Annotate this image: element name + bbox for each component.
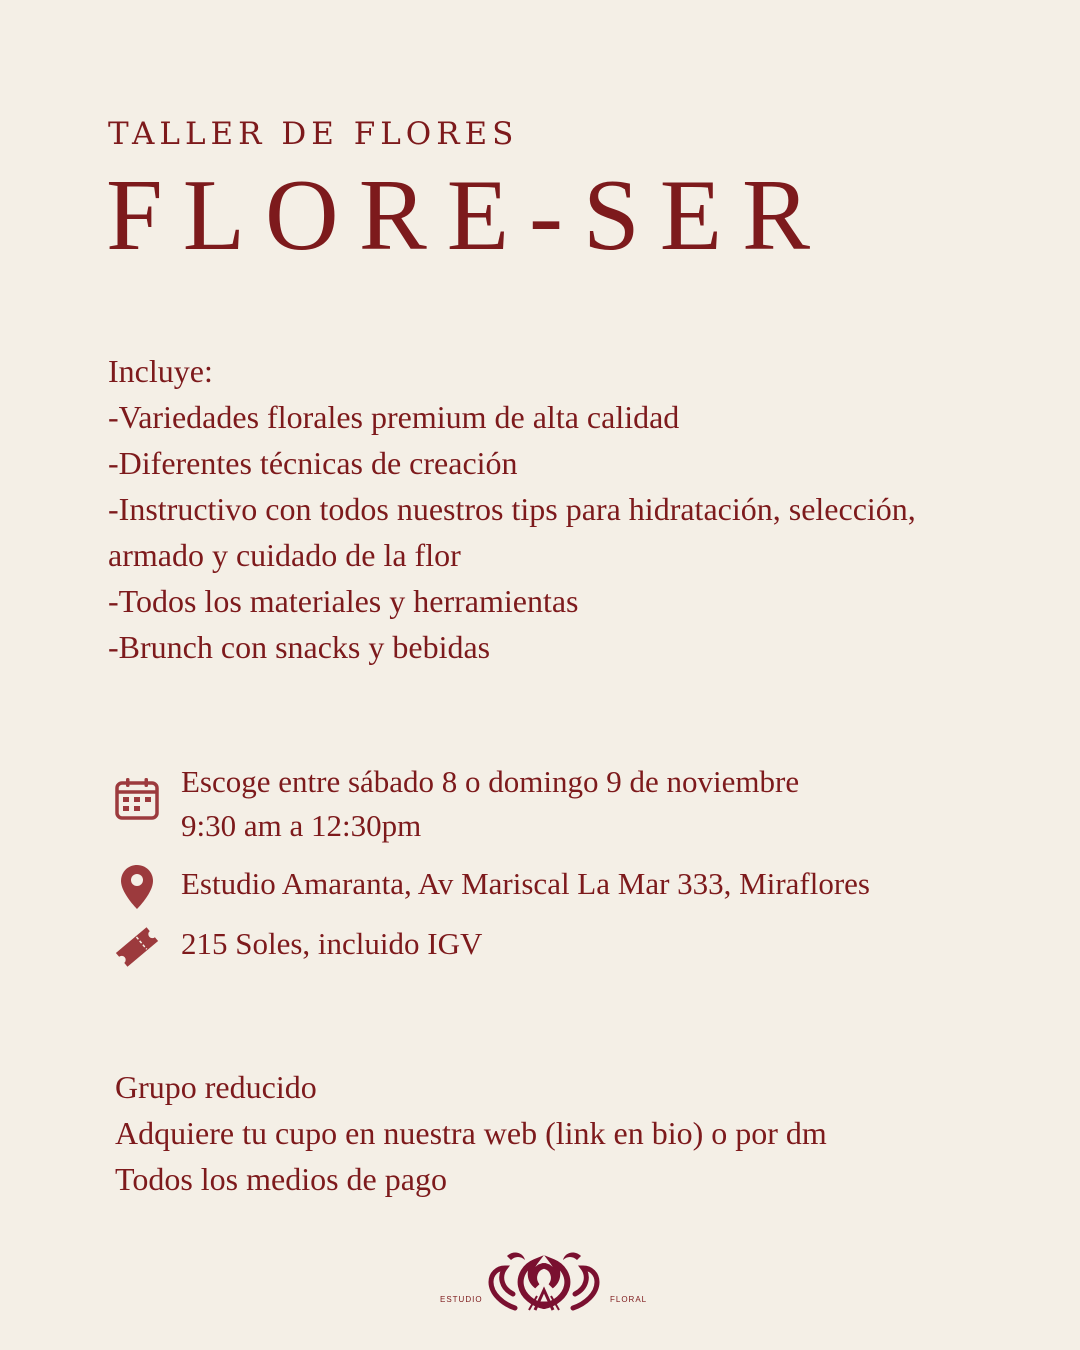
- list-item: -Instructivo con todos nuestros tips para hidratación, selección, armado y cuidado de la flor: [108, 491, 916, 573]
- list-item: -Diferentes técnicas de creación: [108, 445, 518, 481]
- date-line: Escoge entre sábado 8 o domingo 9 de noviembre: [181, 764, 800, 799]
- date-text: [181, 760, 799, 848]
- logo-text-right: FLORAL: [610, 1295, 648, 1304]
- location-pin-icon: [108, 862, 166, 912]
- time-line: 9:30 am a 12:30pm: [181, 808, 422, 843]
- closing-line: Grupo reducido: [115, 1069, 317, 1105]
- eyebrow-text: TALLER DE FLORES: [108, 116, 519, 152]
- location-row: [108, 862, 870, 912]
- ticket-icon: [108, 922, 166, 972]
- date-row: [108, 760, 799, 848]
- location-text: Estudio Amaranta, Av Mariscal La Mar 333, Miraflores: [181, 866, 870, 901]
- price-text: 215 Soles, incluido IGV: [181, 926, 483, 961]
- calendar-icon: [108, 774, 166, 824]
- page-title: FLORE-SER: [106, 159, 831, 272]
- brand-logo: [430, 1246, 660, 1318]
- closing-line: Adquiere tu cupo en nuestra web (link en bio) o por dm: [115, 1115, 827, 1151]
- price-row: [108, 922, 482, 972]
- closing-notes: [115, 1064, 827, 1202]
- includes-list: [108, 348, 988, 670]
- list-item: -Todos los materiales y herramientas: [108, 583, 579, 619]
- logo-text-left: ESTUDIO: [440, 1295, 483, 1304]
- includes-heading: Incluye:: [108, 353, 213, 389]
- list-item: -Variedades florales premium de alta calidad: [108, 399, 680, 435]
- list-item: -Brunch con snacks y bebidas: [108, 629, 491, 665]
- logo-mark-icon: [485, 1246, 603, 1316]
- closing-line: Todos los medios de pago: [115, 1161, 447, 1197]
